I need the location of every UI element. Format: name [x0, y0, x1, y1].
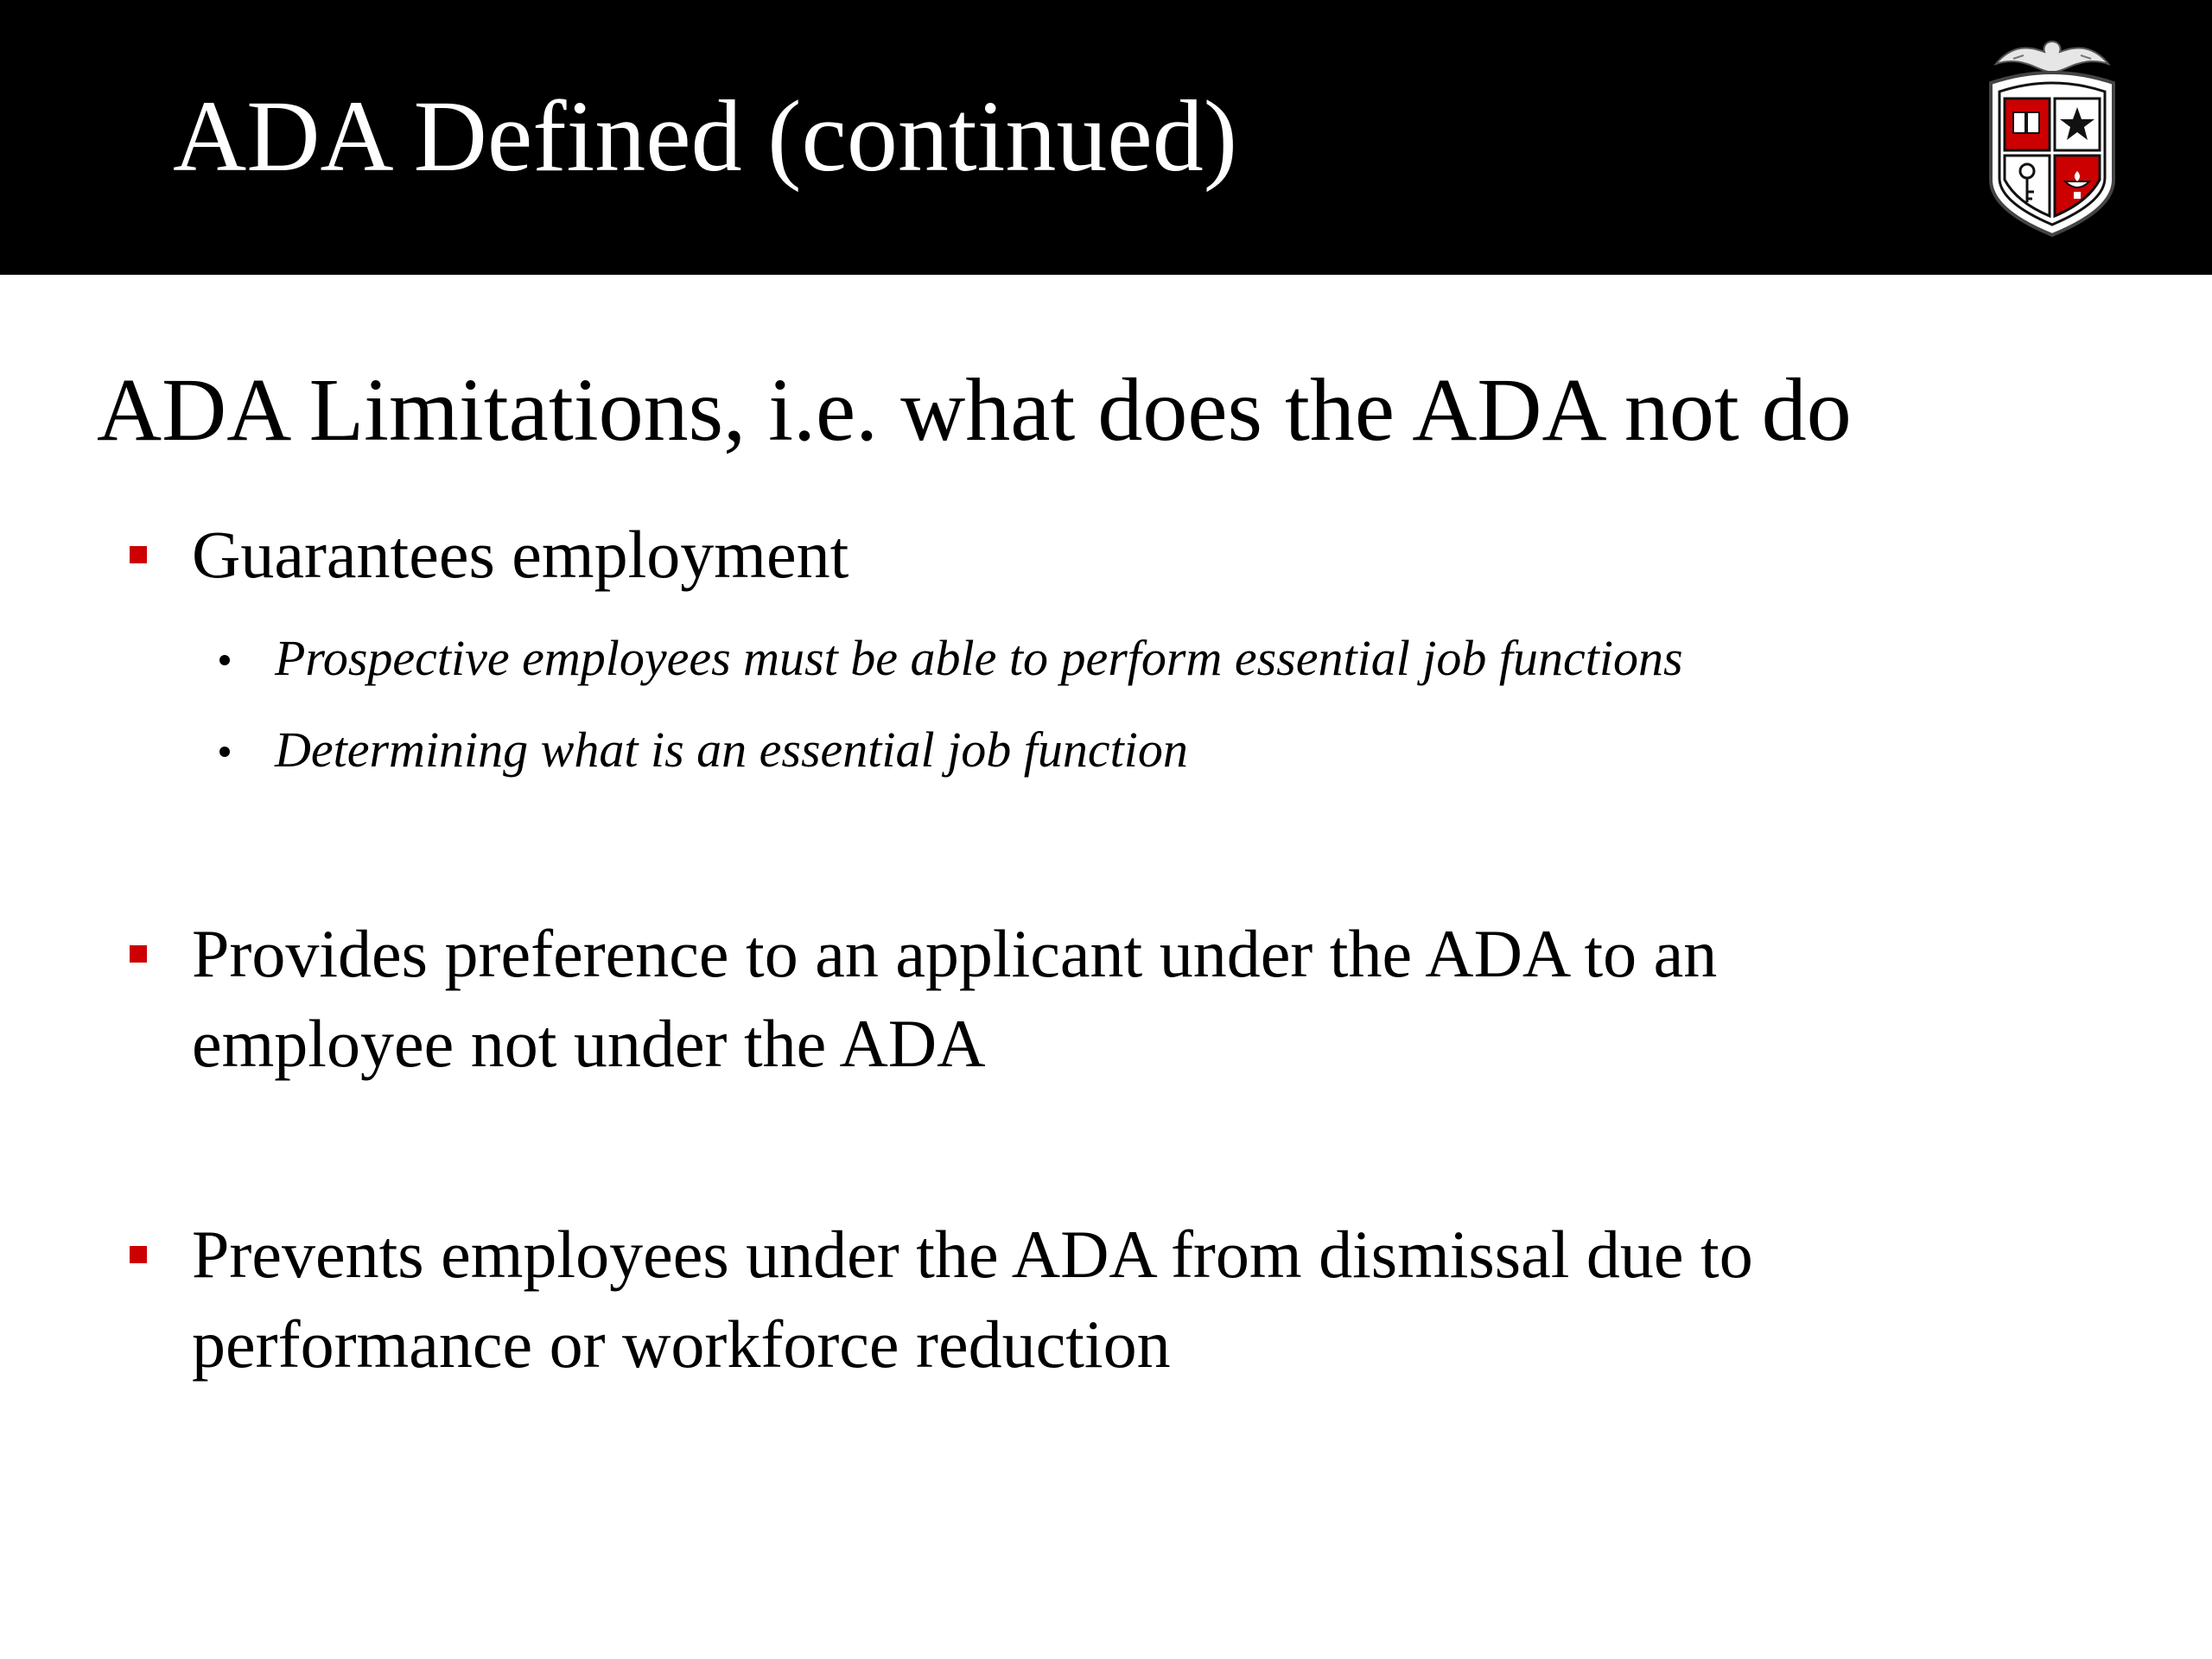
sub-bullet-text: Determining what is an essential job function: [275, 721, 1188, 778]
bullet-text: Guarantees employment: [192, 517, 849, 592]
university-seal-icon: [1979, 33, 2126, 240]
red-square-bullet-icon: [130, 1246, 147, 1263]
bullet-text: Prevents employees under the ADA from dismissal due to performance or workforce reduction: [192, 1217, 1753, 1382]
sub-bullet-text: Prospective employees must be able to perform essential job functions: [275, 630, 1683, 686]
red-square-bullet-icon: [130, 945, 147, 963]
eagle-icon: [1996, 41, 2108, 73]
red-square-bullet-icon: [130, 546, 147, 563]
round-bullet-icon: [219, 655, 230, 665]
title-bar: [0, 0, 2212, 275]
book-icon: [2013, 112, 2039, 133]
slide-subtitle: ADA Limitations, i.e. what does the ADA not do: [97, 360, 1852, 460]
bullet-text: Provides preference to an applicant under the ADA to an employee not under the ADA: [192, 916, 1718, 1081]
slide-title: ADA Defined (continued): [173, 79, 1238, 193]
round-bullet-icon: [219, 747, 230, 757]
